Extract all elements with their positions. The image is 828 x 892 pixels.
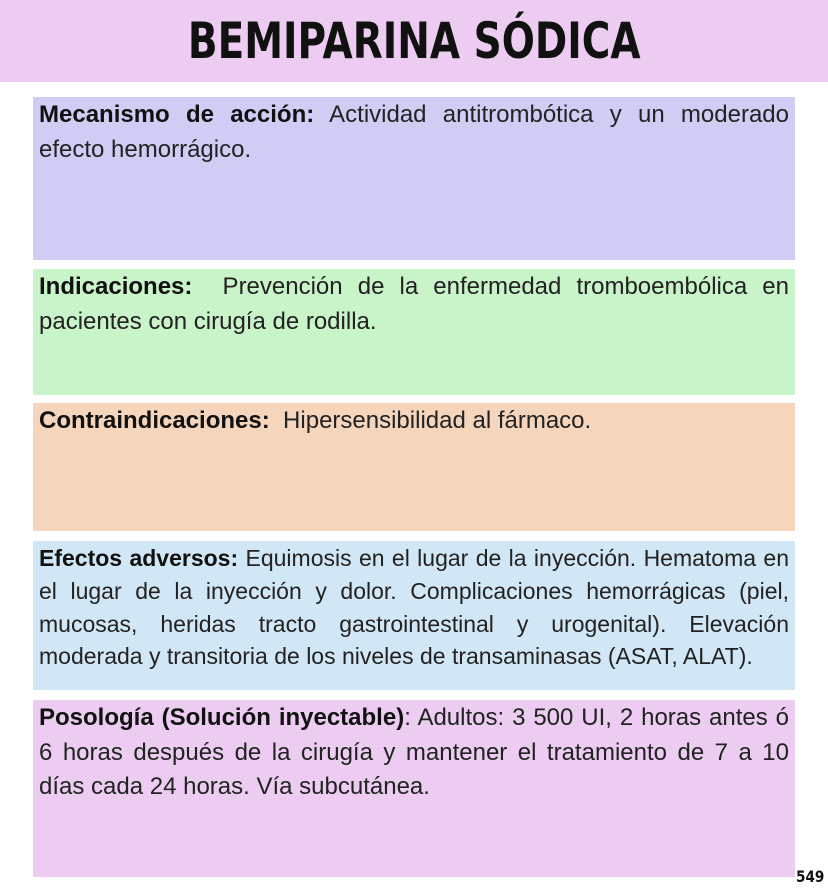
- section-posologia: [33, 700, 795, 877]
- page-number: 549: [795, 867, 824, 886]
- section-text-posologia: : Adultos: 3 500 UI, 2 horas antes ó 6 horas después de la cirugía y mantener el tratamiento de 7 a 10 días cada 24 horas. Vía subcutánea.: [39, 704, 790, 800]
- section-label-efectos: Efectos adversos:: [39, 545, 239, 571]
- section-label-indicaciones: Indicaciones:: [39, 273, 193, 300]
- title-bar: [0, 0, 828, 82]
- section-efectos-adversos: [33, 541, 795, 690]
- section-label-contraindicaciones: Contraindicaciones:: [39, 407, 270, 434]
- section-label-posologia: Posología (Solución inyectable): [39, 704, 405, 731]
- section-label-mecanismo: Mecanismo de acción:: [39, 101, 315, 128]
- section-text-mecanismo: Actividad antitrombótica y un moderado efecto hemorrágico.: [39, 101, 790, 163]
- section-contraindicaciones: [33, 403, 795, 531]
- section-text-efectos: Equimosis en el lugar de la inyección. Hematoma en el lugar de la inyección y dolor. Complicaciones hemorrágicas (piel, mucosas, heridas tracto gastrointestinal y urogenital). Elevación moderada y transitoria de los niveles de transaminasas (ASAT, ALAT).: [39, 545, 790, 670]
- section-indicaciones: [33, 269, 795, 395]
- section-mecanismo: [33, 97, 795, 260]
- section-text-indicaciones: Prevención de la enfermedad tromboembólica en pacientes con cirugía de rodilla.: [39, 273, 796, 335]
- page-title: BEMIPARINA SÓDICA: [187, 12, 641, 70]
- section-text-contraindicaciones: Hipersensibilidad al fármaco.: [269, 407, 592, 434]
